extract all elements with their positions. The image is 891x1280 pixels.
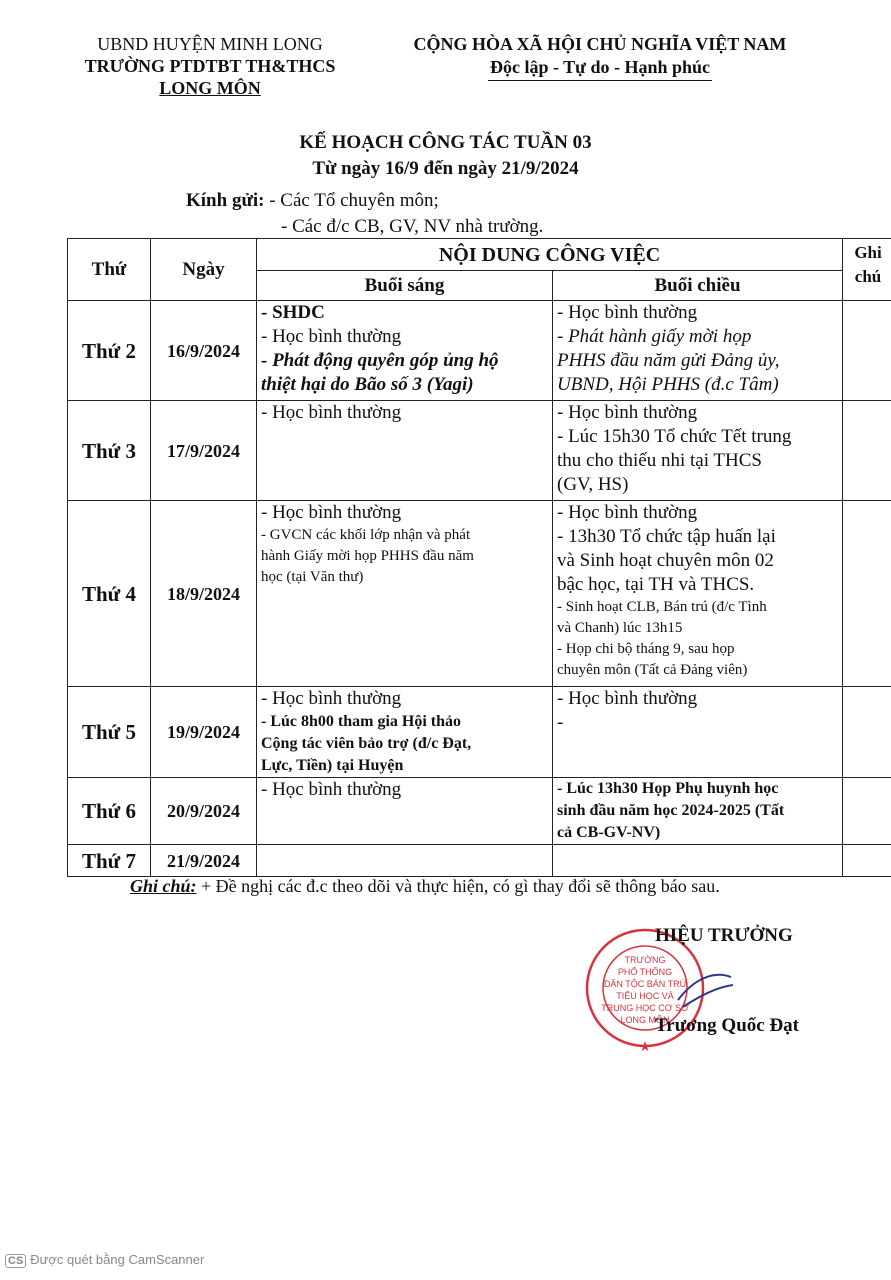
row-ngay: 17/9/2024 [151, 401, 257, 501]
header-buoi-sang: Buổi sáng [257, 271, 553, 301]
schedule-table [67, 238, 891, 877]
row-ghi-chu [843, 687, 891, 778]
row-ngay: 18/9/2024 [151, 501, 257, 687]
table-row [68, 501, 891, 687]
row-thu: Thứ 7 [68, 845, 151, 877]
row-sang: - Học bình thường [257, 778, 553, 845]
row-sang [257, 845, 553, 877]
document-title: KẾ HOẠCH CÔNG TÁC TUẦN 03 [299, 132, 592, 153]
row-ghi-chu [843, 778, 891, 845]
row-thu: Thứ 4 [68, 501, 151, 687]
row-ngay: 21/9/2024 [151, 845, 257, 877]
header-buoi-chieu: Buổi chiều [553, 271, 843, 301]
svg-text:★: ★ [638, 1038, 652, 1054]
row-sang: - SHDC - Học bình thường - Phát động quyên góp ủng hộ thiệt hại do Bão số 3 (Yagi) [257, 301, 553, 401]
table-row [68, 687, 891, 778]
org-line-3: LONG MÔN [159, 78, 261, 98]
scanner-watermark [5, 1252, 204, 1268]
header-noi-dung: NỘI DUNG CÔNG VIỆC [257, 239, 843, 271]
row-ngay: 16/9/2024 [151, 301, 257, 401]
row-chieu: - Lúc 13h30 Họp Phụ huynh học sinh đầu năm học 2024-2025 (Tất cả CB-GV-NV) [553, 778, 843, 845]
row-thu: Thứ 6 [68, 778, 151, 845]
watermark-text: Được quét bằng CamScanner [30, 1252, 205, 1267]
svg-text:TIỂU HỌC VÀ: TIỂU HỌC VÀ [616, 991, 674, 1001]
header-ngay: Ngày [151, 239, 257, 301]
header-thu: Thứ [68, 239, 151, 301]
row-ngay: 19/9/2024 [151, 687, 257, 778]
row-chieu [553, 845, 843, 877]
row-sang: - Học bình thường - GVCN các khối lớp nhận và phát hành Giấy mời họp PHHS đầu năm học (tại Văn thư) [257, 501, 553, 687]
row-ghi-chu [843, 301, 891, 401]
org-line-1: UBND HUYỆN MINH LONG [97, 34, 323, 54]
country-name: CỘNG HÒA XÃ HỘI CHỦ NGHĨA VIỆT NAM [413, 34, 787, 54]
header-ghi-chu: Ghi chú [843, 239, 891, 301]
footnote-text: + Đề nghị các đ.c theo dõi và thực hiện, có gì thay đổi sẽ thông báo sau. [196, 876, 720, 896]
row-sang: - Học bình thường [257, 401, 553, 501]
svg-text:PHỔ THÔNG: PHỔ THÔNG [617, 967, 673, 977]
footnote-label: Ghi chú: [130, 876, 197, 896]
svg-text:LONG MÔN: LONG MÔN [620, 1015, 670, 1025]
row-thu: Thứ 5 [68, 687, 151, 778]
row-chieu: - Học bình thường - Lúc 15h30 Tổ chức Tết trung thu cho thiếu nhi tại THCS (GV, HS) [553, 401, 843, 501]
svg-text:TRUNG HỌC CƠ SỞ: TRUNG HỌC CƠ SỞ [601, 1003, 689, 1013]
row-thu: Thứ 3 [68, 401, 151, 501]
recipients [186, 188, 543, 240]
signature-title: HIỆU TRƯỞNG [655, 925, 793, 946]
org-line-2: TRƯỜNG PTDTBT TH&THCS [84, 56, 336, 76]
row-ghi-chu [843, 401, 891, 501]
recipients-label: Kính gửi: [186, 190, 265, 211]
row-ngay: 20/9/2024 [151, 778, 257, 845]
row-ghi-chu [843, 845, 891, 877]
national-header [370, 33, 830, 81]
national-motto: Độc lập - Tự do - Hạnh phúc [488, 56, 712, 81]
row-sang: - Học bình thường - Lúc 8h00 tham gia Hội thảo Cộng tác viên bảo trợ (đ/c Đạt, Lực, Tiền) tại Huyện [257, 687, 553, 778]
recipient-line-1: - Các Tổ chuyên môn; [269, 190, 439, 211]
row-chieu: - Học bình thường - 13h30 Tổ chức tập huấn lại và Sinh hoạt chuyên môn 02 bậc học, tại TH và THCS. - Sinh hoạt CLB, Bán trú (đ/c Tình và Chanh) lúc 13h15 - Họp chi bộ tháng 9, sau họp chuyên môn (Tất cả Đảng viên) [553, 501, 843, 687]
camscanner-icon: CS [5, 1254, 26, 1268]
table-row [68, 845, 891, 877]
table-row [68, 301, 891, 401]
org-header [60, 33, 360, 99]
signature-name: Trương Quốc Đạt [655, 1015, 800, 1036]
document-subtitle: Từ ngày 16/9 đến ngày 21/9/2024 [312, 158, 579, 179]
table-row [68, 778, 891, 845]
svg-text:DÂN TỘC BÁN TRÚ: DÂN TỘC BÁN TRÚ [603, 979, 687, 989]
footnote [130, 876, 720, 897]
recipient-line-2: - Các đ/c CB, GV, NV nhà trường. [281, 216, 544, 237]
row-chieu: - Học bình thường - Phát hành giấy mời họp PHHS đầu năm gửi Đảng ủy, UBND, Hội PHHS (đ.c Tâm) [553, 301, 843, 401]
svg-text:TRƯỜNG: TRƯỜNG [624, 955, 666, 965]
row-ghi-chu [843, 501, 891, 687]
table-row [68, 401, 891, 501]
row-thu: Thứ 2 [68, 301, 151, 401]
row-chieu: - Học bình thường - [553, 687, 843, 778]
